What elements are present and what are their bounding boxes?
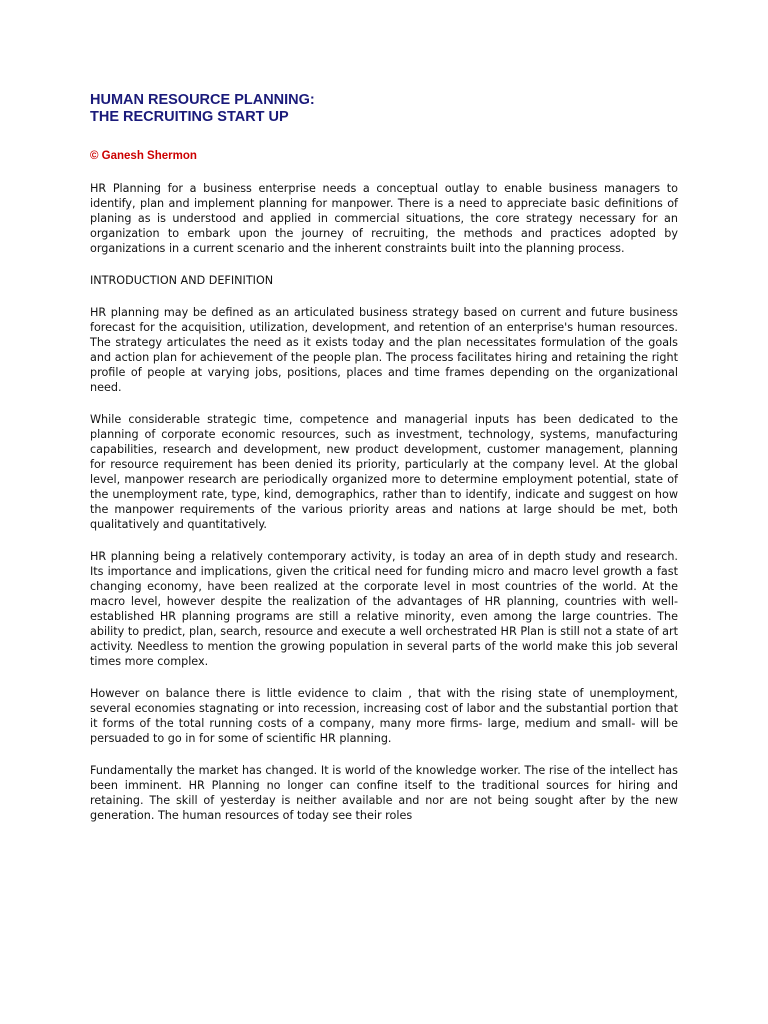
document-title [90, 92, 678, 126]
paragraph-market-changed: Fundamentally the market has changed. It is world of the knowledge worker. The rise of the intellect has been imminent. HR Planning no longer can confine itself to the traditional sources for hiring and retaining. The skill of yesterday is neither available and nor are not being sought after by the new generation. The human resources of today see their roles [90, 764, 678, 822]
paragraph-strategic-time: While considerable strategic time, competence and managerial inputs has been dedicated to the planning of corporate economic resources, such as investment, technology, systems, manufacturing capabilities, research and development, new product development, customer management, planning for resource requirement has been denied its priority, particularly at the company level. At the global level, manpower research are periodically organized more to determine employment potential, state of the unemployment rate, type, kind, demographics, rather than to identify, indicate and suggest on how the manpower requirements of the various priority areas and nations at large should be met, both qualitatively and quantitatively. [90, 413, 678, 531]
paragraph-definition: HR planning may be defined as an articulated business strategy based on current and future business forecast for the acquisition, utilization, development, and retention of an enterprise's human resources. The strategy articulates the need as it exists today and the plan necessitates formulation of the goals and action plan for achievement of the people plan. The process facilitates hiring and retaining the right profile of people at varying jobs, positions, places and time frames depending on the organizational need. [90, 306, 678, 394]
paragraph-intro: HR Planning for a business enterprise needs a conceptual outlay to enable business managers to identify, plan and implement planning for manpower. There is a need to appreciate basic definitions of planing as is understood and applied in commercial situations, the core strategy necessary for an organization to embark upon the journey of recruiting, the methods and practices adopted by organizations in a current scenario and the inherent constraints built into the planning process. [90, 182, 678, 255]
author-credit: © Ganesh Shermon [90, 150, 197, 162]
title-line-1: HUMAN RESOURCE PLANNING: [90, 92, 315, 108]
title-line-2: THE RECRUITING START UP [90, 109, 289, 125]
paragraph-balance: However on balance there is little evidence to claim , that with the rising state of unemployment, several economies stagnating or into recession, increasing cost of labor and the substantial portion that it forms of the total running costs of a company, many more firms- large, medium and small- will be persuaded to go in for some of scientific HR planning. [90, 687, 678, 745]
document-page [90, 92, 678, 823]
paragraph-contemporary-activity: HR planning being a relatively contemporary activity, is today an area of in depth study and research. Its importance and implications, given the critical need for funding micro and macro level growth a fast changing economy, have been realized at the corporate level in most countries of the world. At the macro level, however despite the realization of the advantages of HR planning, countries with well-established HR planning programs are still a relative minority, even among the large countries. The ability to predict, plan, search, resource and execute a well orchestrated HR Plan is still not a state of art activity. Needless to mention the growing population in several parts of the world make this job several times more complex. [90, 550, 678, 668]
section-heading: INTRODUCTION AND DEFINITION [90, 274, 274, 287]
